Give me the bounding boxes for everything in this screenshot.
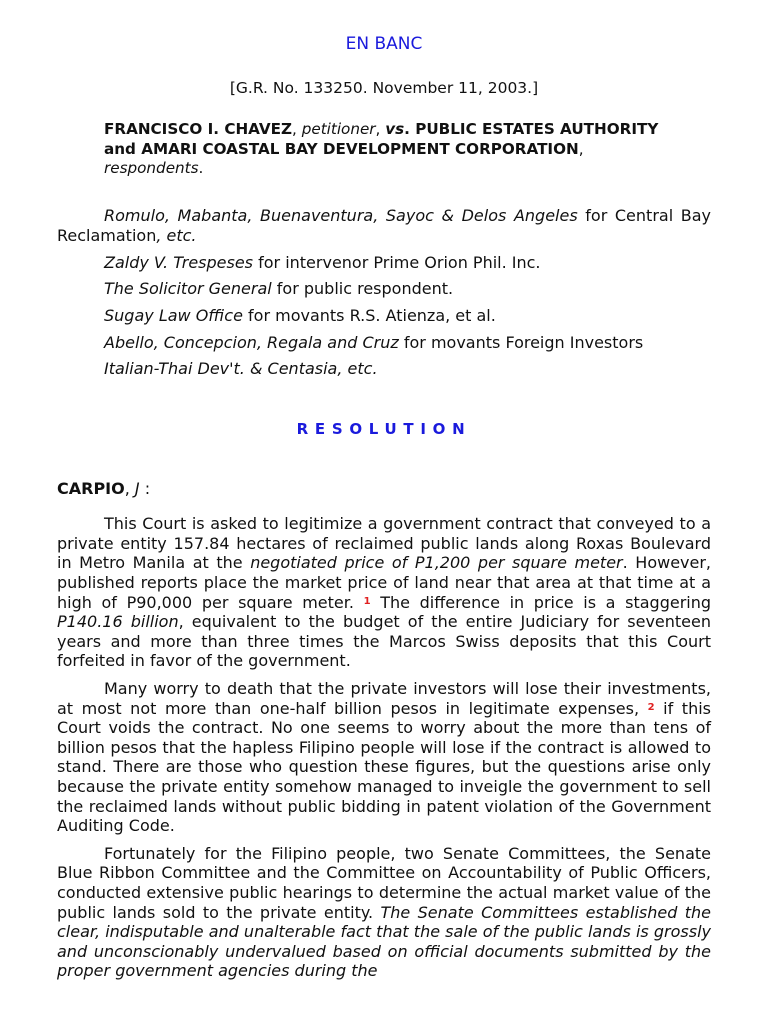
counsel-entry [57,306,711,326]
petitioner-name: FRANCISCO I. CHAVEZ [104,120,293,138]
counsel-list [57,206,711,380]
counsel-entry [57,206,711,246]
parties-separator: , [578,139,584,158]
parties-end: . [198,159,204,177]
ponente-separator: , [124,479,135,499]
paragraph-text: , equivalent to the budget of the entire Judiciary for seventeen years and more than three times the Marcos Swiss deposits that this Court forfeited in favor of the government. [57,612,712,671]
counsel-role: for Central Bay Reclamation [57,205,712,245]
counsel-name: Zaldy V. Trespeses [104,252,254,272]
counsel-name: Abello, Concepcion, Regala and Cruz [104,332,399,352]
case-parties [104,120,661,179]
counsel-entry [57,359,711,379]
counsel-suffix: , etc. [156,225,197,245]
paragraph-1 [57,514,711,671]
paragraph-text: Fortunately for the Filipino people, two Senate Committees, the Senate Blue Ribbon Committee and the Committee on Accountability of Public Officers, conducted extensive public hearings to determine the actual market value of the public lands sold to the private entity. [57,843,711,922]
counsel-name: Romulo, Mabanta, Buenaventura, Sayoc & Delos Angeles [104,205,578,225]
paragraph-2 [57,679,711,836]
counsel-entry [57,333,711,353]
emphasis-text: negotiated price of P1,200 per square meter [250,553,623,573]
ponente-line [57,479,711,499]
counsel-role: for movants R.S. Atienza, et al. [242,305,496,325]
emphasis-text: The Senate Committees established the clear, indisputable and unalterable fact that the sale of the public lands is grossly and unconscionably undervalued based on official documents submitted by the proper government agencies during the [57,902,711,981]
ponente-end: : [139,479,151,499]
counsel-role: for intervenor Prime Orion Phil. Inc. [253,252,541,272]
paragraph-3 [57,844,711,981]
counsel-role: for movants Foreign Investors [398,332,644,352]
case-number: [G.R. No. 133250. November 11, 2003.] [229,79,539,97]
counsel-role: for public respondent. [271,279,454,299]
resolution-heading: RESOLUTION [296,420,472,439]
parties-separator: , [292,120,302,138]
ponente-name: CARPIO [57,479,125,499]
counsel-entry [57,253,711,273]
paragraph-text: if this Court voids the contract. No one seems to worry about the more than tens of billion pesos that the hapless Filipino people will lose if the contract is allowed to stand. There are those who question these figures, but the questions arise only because the private entity somehow managed to inveigle the government to sell the reclaimed lands without public bidding in patent violation of the Government Auditing Code. [57,698,712,836]
versus-label: vs [385,120,405,138]
resolution-body [57,514,711,981]
counsel-name: The Solicitor General [104,279,272,299]
parties-separator: , [375,120,386,138]
paragraph-text: The difference in price is a staggering [370,592,712,612]
paragraph-text: . However, published reports place the market price of land near that area at that time at a high of P90,000 per square meter. [57,553,712,612]
footnote-1-link[interactable]: 1 [363,595,371,607]
respondents-label: respondents [104,159,199,177]
document-page [57,32,711,989]
parties-separator: . [404,120,416,138]
court-division: EN BANC [345,34,423,54]
paragraph-text: Many worry to death that the private investors will lose their investments, at most not more than one-half billion pesos in legitimate expenses, [57,679,711,718]
petitioner-label: petitioner [301,120,376,138]
counsel-entry [57,279,711,299]
counsel-name: Sugay Law Office [104,305,243,325]
respondent-names: PUBLIC ESTATES AUTHORITY and AMARI COASTAL BAY DEVELOPMENT CORPORATION [104,120,659,158]
counsel-name: Italian-Thai Dev't. & Centasia, etc. [104,359,378,379]
footnote-2-link[interactable]: 2 [647,701,655,713]
ponente-title: J [134,479,140,499]
emphasis-text: P140.16 billion [57,612,179,632]
paragraph-text: This Court is asked to legitimize a government contract that conveyed to a private entity 157.84 hectares of reclaimed public lands along Roxas Boulevard in Metro Manila at the [57,514,711,573]
